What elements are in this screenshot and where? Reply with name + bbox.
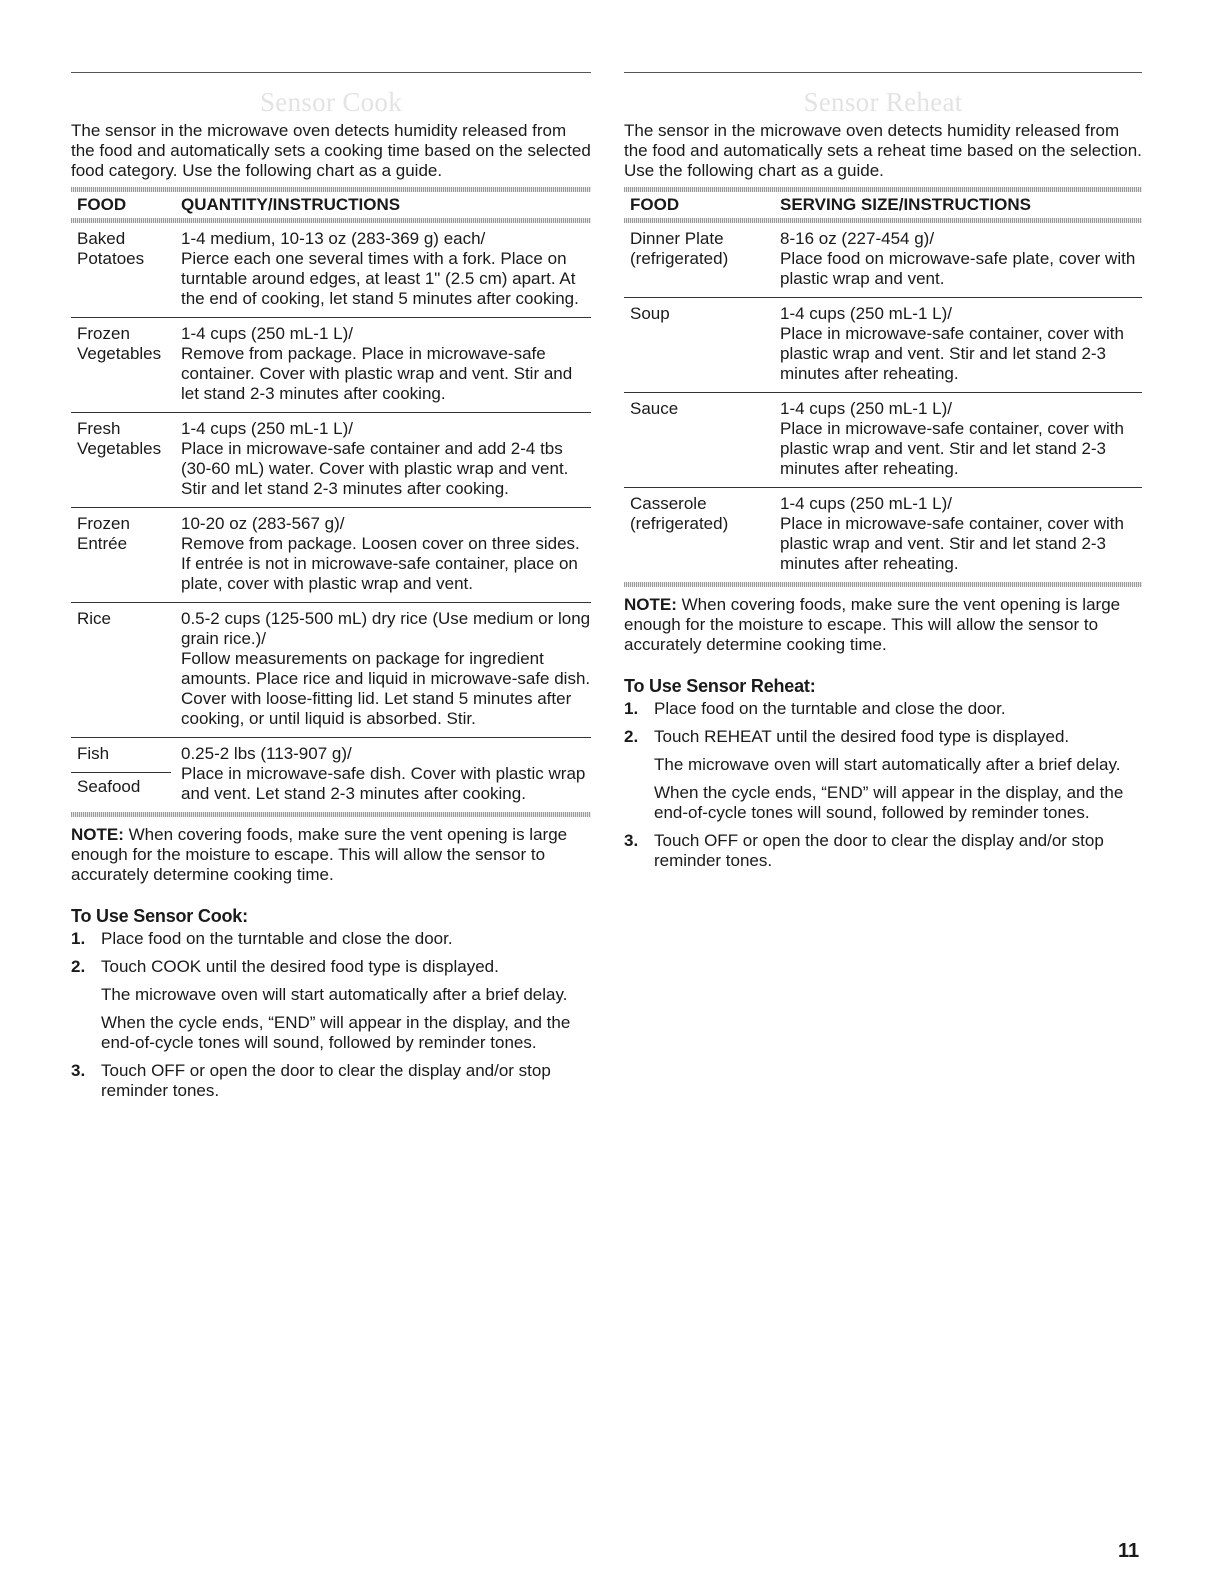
food-cell: Rice <box>77 609 112 628</box>
step-text: Touch OFF or open the door to clear the display and/or stop reminder tones. <box>101 1061 551 1100</box>
food-cell-fish: Fish <box>77 744 110 763</box>
note-label: NOTE: <box>71 825 124 844</box>
page-number: 11 <box>1118 1540 1140 1562</box>
step-text: Touch OFF or open the door to clear the display and/or stop reminder tones. <box>654 831 1104 870</box>
table-row <box>71 412 591 507</box>
instructions-cell <box>780 304 1142 384</box>
instruction-line: 1-4 cups (250 mL-1 L)/ <box>181 419 353 438</box>
note <box>624 595 1142 655</box>
instructions-cell <box>181 609 591 729</box>
step-1 <box>71 929 591 949</box>
food-cell: Sauce <box>630 399 679 418</box>
instruction-line: Place in microwave-safe container, cover with plastic wrap and vent. Stir and let stand 2-3 minutes after reheating. <box>780 419 1124 478</box>
food-cell: Baked Potatoes <box>77 229 145 268</box>
instructions-cell <box>780 229 1142 289</box>
food-cell: Dinner Plate (refrigerated) <box>630 229 729 268</box>
instruction-line: Place food on microwave-safe plate, cover with plastic wrap and vent. <box>780 249 1136 288</box>
food-cell: Fresh Vegetables <box>77 419 162 458</box>
col-instructions-header: SERVING SIZE/INSTRUCTIONS <box>780 195 1031 214</box>
instruction-line: Remove from package. Place in microwave-safe container. Cover with plastic wrap and vent. Stir and let stand 2-3 minutes after cooking. <box>181 344 573 403</box>
instruction-line: 1-4 cups (250 mL-1 L)/ <box>780 399 952 418</box>
section-intro: The sensor in the microwave oven detects humidity released from the food and automatically sets a cooking time based on the selected food category. Use the following chart as a guide. <box>71 121 591 180</box>
step-number: 2. <box>624 727 639 746</box>
instruction-line: Place in microwave-safe container, cover with plastic wrap and vent. Stir and let stand 2-3 minutes after reheating. <box>780 324 1124 383</box>
table-shade-bottom <box>71 812 591 817</box>
step-2 <box>71 957 591 977</box>
instruction-line: Place in microwave-safe dish. Cover with plastic wrap and vent. Let stand 2-3 minutes after cooking. <box>181 764 586 803</box>
instructions-cell <box>780 494 1142 574</box>
table-row <box>624 297 1142 392</box>
step-3 <box>71 1061 591 1101</box>
section-intro: The sensor in the microwave oven detects humidity released from the food and automatically sets a reheat time based on the selection. Use the following chart as a guide. <box>624 121 1142 180</box>
instructions-cell <box>181 419 591 499</box>
food-cell: Soup <box>630 304 670 323</box>
table-row-fish-seafood <box>71 737 591 808</box>
food-cell: Frozen Vegetables <box>77 324 162 363</box>
table-header <box>624 192 1142 218</box>
note <box>71 825 591 885</box>
table-row <box>71 223 591 317</box>
instruction-line: Follow measurements on package for ingredient amounts. Place rice and liquid in microwave-safe dish. Cover with loose-fitting lid. Let stand 5 minutes after cooking, or until liquid is absorbed. Stir. <box>181 649 591 728</box>
sensor-cook-section <box>71 72 591 1101</box>
step-number: 3. <box>71 1061 86 1080</box>
instructions-cell <box>181 514 591 594</box>
table-row <box>71 507 591 602</box>
step-text: Place food on the turntable and close the door. <box>654 699 1006 718</box>
reheat-table-body <box>624 223 1142 582</box>
instructions-cell <box>780 399 1142 479</box>
instruction-line: 1-4 cups (250 mL-1 L)/ <box>181 324 353 343</box>
instruction-line: 1-4 medium, 10-13 oz (283-369 g) each/ <box>181 229 486 248</box>
cook-table-body <box>71 223 591 737</box>
step-number: 1. <box>71 929 86 948</box>
instruction-line: Pierce each one several times with a fork. Place on turntable around edges, at least 1" (2.5 cm) apart. At the end of cooking, let stand 5 minutes after cooking. <box>181 249 579 308</box>
table-header <box>71 192 591 218</box>
instructions-cell <box>181 229 591 309</box>
table-row <box>624 487 1142 582</box>
section-rule <box>624 72 1142 73</box>
instruction-line: 8-16 oz (227-454 g)/ <box>780 229 935 248</box>
step-2-detail-1: The microwave oven will start automatically after a brief delay. <box>654 755 1121 774</box>
step-2-detail-2: When the cycle ends, “END” will appear in the display, and the end-of-cycle tones will sound, followed by reminder tones. <box>101 1013 571 1052</box>
howto-heading: To Use Sensor Reheat: <box>624 676 816 696</box>
table-row <box>71 317 591 412</box>
sensor-reheat-section <box>624 72 1142 871</box>
step-text: Touch COOK until the desired food type is displayed. <box>101 957 499 976</box>
col-food-header: FOOD <box>77 195 127 214</box>
table-shade-bottom <box>624 582 1142 587</box>
merged-food-cells <box>71 738 175 808</box>
note-label: NOTE: <box>624 595 677 614</box>
step-text: Touch REHEAT until the desired food type is displayed. <box>654 727 1070 746</box>
instruction-line: 1-4 cups (250 mL-1 L)/ <box>780 494 952 513</box>
table-row <box>71 602 591 737</box>
instruction-line: Remove from package. Loosen cover on three sides. If entrée is not in microwave-safe container, place on plate, cover with plastic wrap and vent. <box>181 534 580 593</box>
food-cell-seafood: Seafood <box>71 772 171 801</box>
col-food-header: FOOD <box>630 195 680 214</box>
instruction-line: 1-4 cups (250 mL-1 L)/ <box>780 304 952 323</box>
table-row <box>624 223 1142 297</box>
step-2 <box>624 727 1142 747</box>
section-title: Sensor Cook <box>259 87 403 117</box>
step-number: 1. <box>624 699 639 718</box>
merged-instructions <box>175 738 591 808</box>
howto-heading: To Use Sensor Cook: <box>71 906 248 926</box>
step-2-detail-1: The microwave oven will start automatically after a brief delay. <box>101 985 568 1004</box>
section-title: Sensor Reheat <box>803 87 963 117</box>
step-1 <box>624 699 1142 719</box>
instruction-line: 0.25-2 lbs (113-907 g)/ <box>181 744 352 763</box>
food-cell: Frozen Entrée <box>77 514 130 553</box>
instruction-line: 0.5-2 cups (125-500 mL) dry rice (Use medium or long grain rice.)/ <box>181 609 591 648</box>
table-row <box>624 392 1142 487</box>
instruction-line: Place in microwave-safe container, cover with plastic wrap and vent. Stir and let stand 2-3 minutes after reheating. <box>780 514 1124 573</box>
note-text: When covering foods, make sure the vent opening is large enough for the moisture to escape. This will allow the sensor to accurately determine cooking time. <box>624 595 1121 654</box>
step-3 <box>624 831 1142 871</box>
food-cell: Casserole (refrigerated) <box>630 494 729 533</box>
step-text: Place food on the turntable and close the door. <box>101 929 453 948</box>
section-rule <box>71 72 591 73</box>
step-2-detail-2: When the cycle ends, “END” will appear in the display, and the end-of-cycle tones will sound, followed by reminder tones. <box>654 783 1124 822</box>
instruction-line: 10-20 oz (283-567 g)/ <box>181 514 345 533</box>
instructions-cell <box>181 324 591 404</box>
instruction-line: Place in microwave-safe container and add 2-4 tbs (30-60 mL) water. Cover with plastic wrap and vent. Stir and let stand 2-3 minutes after cooking. <box>181 439 569 498</box>
step-number: 3. <box>624 831 639 850</box>
step-number: 2. <box>71 957 86 976</box>
note-text: When covering foods, make sure the vent opening is large enough for the moisture to escape. This will allow the sensor to accurately determine cooking time. <box>71 825 568 884</box>
col-instructions-header: QUANTITY/INSTRUCTIONS <box>181 195 401 214</box>
